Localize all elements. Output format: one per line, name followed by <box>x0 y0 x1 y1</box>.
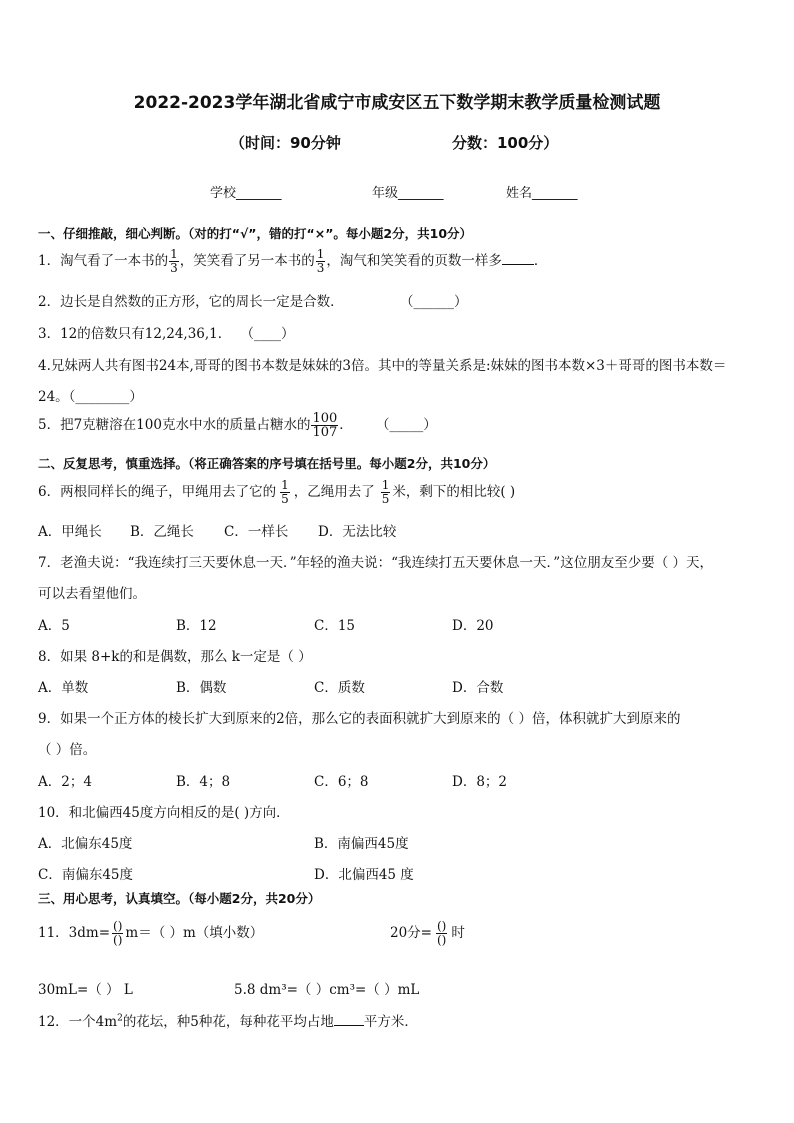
question-11-part4: 5.8 dm³=（ ）cm³=（ ）mL <box>234 982 420 998</box>
fraction: $\frac{1}{3}$ <box>170 247 178 275</box>
score-label: 分数：100分） <box>452 134 559 152</box>
question-3: 3．12的倍数只有12,24,36,1． （____） <box>38 326 295 342</box>
q10-option-d[interactable]: D．北偏西45 度 <box>314 867 414 883</box>
section-heading-1: 一、仔细推敲，细心判断。（对的打“√”，错的打“×”。每小题2分，共10分） <box>38 226 473 241</box>
question-4-line1: 4.兄妹两人共有图书24本,哥哥的图书本数是妹妹的3倍。其中的等量关系是:妹妹的图书本数×3＋哥哥的图书本数＝ <box>38 358 727 374</box>
q6-option-b[interactable]: B．乙绳长 <box>130 524 194 540</box>
question-9-line2: （ ）倍。 <box>38 742 97 758</box>
question-9-line1: 9．如果一个正方体的棱长扩大到原来的2倍，那么它的表面积就扩大到原来的（ ）倍，体积就扩大到原来的 <box>38 711 681 727</box>
q7-option-c[interactable]: C．15 <box>314 618 356 634</box>
grade-field: 年级_______ <box>372 186 444 201</box>
answer-blank[interactable] <box>502 264 534 265</box>
section-heading-2: 二、反复思考，慎重选择。（将正确答案的序号填在括号里。每小题2分，共10分） <box>38 456 496 471</box>
q10-option-a[interactable]: A．北偏东45度 <box>38 836 133 852</box>
fraction: $\frac{1}{3}$ <box>316 247 325 275</box>
question-2: 2．边长是自然数的正方形，它的周长一定是合数． <box>38 294 344 310</box>
answer-paren[interactable]: （____） <box>247 326 295 342</box>
question-8: 8．如果 8+k的和是偶数，那么 k一定是（ ） <box>38 649 312 665</box>
answer-blank[interactable] <box>334 1025 364 1026</box>
q8-option-c[interactable]: C．质数 <box>314 680 365 696</box>
q9-option-d[interactable]: D．8；2 <box>452 774 508 790</box>
question-11-part3: 30mL=（ ） L <box>38 982 133 998</box>
q6-option-c[interactable]: C．一样长 <box>224 524 289 540</box>
fraction: $\frac{100}{107}$ <box>312 411 338 440</box>
q9-option-c[interactable]: C．6；8 <box>314 774 369 790</box>
question-5: 5．把7克糖溶在100克水中水的质量占糖水的 $\frac{100}{107}$ ． （_____） <box>38 411 437 440</box>
question-7-line1: 7．老渔夫说：“我连续打三天要休息一天．”年轻的渔夫说：“我连续打五天要休息一天．”这位朋友至少要（ ）天， <box>38 555 713 571</box>
q10-option-c[interactable]: C．南偏东45度 <box>38 867 134 883</box>
question-11-part2: 20分= $\frac{()}{()}$ 时 <box>390 919 465 947</box>
question-4-line2: 24。（________） <box>38 389 143 405</box>
answer-paren[interactable]: （_____） <box>382 417 437 433</box>
question-1: 1．淘气看了一本书的 $\frac{1}{3}$ ，笑笑看了另一本书的 $\frac{1}{3}$ ，淘气和笑笑看的页数一样多 ． <box>38 247 548 275</box>
q6-option-d[interactable]: D．无法比较 <box>318 524 397 540</box>
q8-option-b[interactable]: B．偶数 <box>176 680 227 696</box>
question-10: 10．和北偏西45度方向相反的是( )方向． <box>38 805 290 821</box>
school-field: 学校_______ <box>210 186 282 201</box>
q9-option-b[interactable]: B．4；8 <box>176 774 231 790</box>
question-12: 12．一个$4m^2$的花坛，种5种花，每种花平均占地 平方米． <box>38 1013 418 1030</box>
q6-option-a[interactable]: A．甲绳长 <box>38 524 102 540</box>
q9-option-a[interactable]: A．2；4 <box>38 774 92 790</box>
fraction: $\frac{()}{()}$ <box>113 919 123 947</box>
time-label: （时间：90分钟 <box>230 134 341 152</box>
section-heading-3: 三、用心思考，认真填空。（每小题2分，共20分） <box>38 891 321 906</box>
fraction: $\frac{1}{5}$ <box>381 478 390 506</box>
q8-option-a[interactable]: A．单数 <box>38 680 89 696</box>
answer-paren[interactable]: （______） <box>400 294 468 310</box>
q10-option-b[interactable]: B．南偏西45度 <box>314 836 409 852</box>
q8-option-d[interactable]: D．合数 <box>452 680 504 696</box>
fraction: $\frac{1}{5}$ <box>281 478 289 506</box>
page-title: 2022-2023学年湖北省咸宁市咸安区五下数学期末教学质量检测试题 <box>133 93 661 113</box>
q7-option-b[interactable]: B．12 <box>176 618 217 634</box>
fraction: $\frac{()}{()}$ <box>437 919 447 947</box>
question-7-line2: 可以去看望他们。 <box>38 586 146 602</box>
question-6: 6．两根同样长的绳子，甲绳用去了它的 $\frac{1}{5}$ ，乙绳用去了 $\frac{1}{5}$ 米，剩下的相比较( ) <box>38 478 516 506</box>
q7-option-d[interactable]: D．20 <box>452 618 494 634</box>
q7-option-a[interactable]: A．5 <box>38 618 70 634</box>
question-11: 11．3dm= $\frac{()}{()}$ m＝（ ）m（填小数） <box>38 919 264 947</box>
name-field: 姓名_______ <box>506 186 578 201</box>
